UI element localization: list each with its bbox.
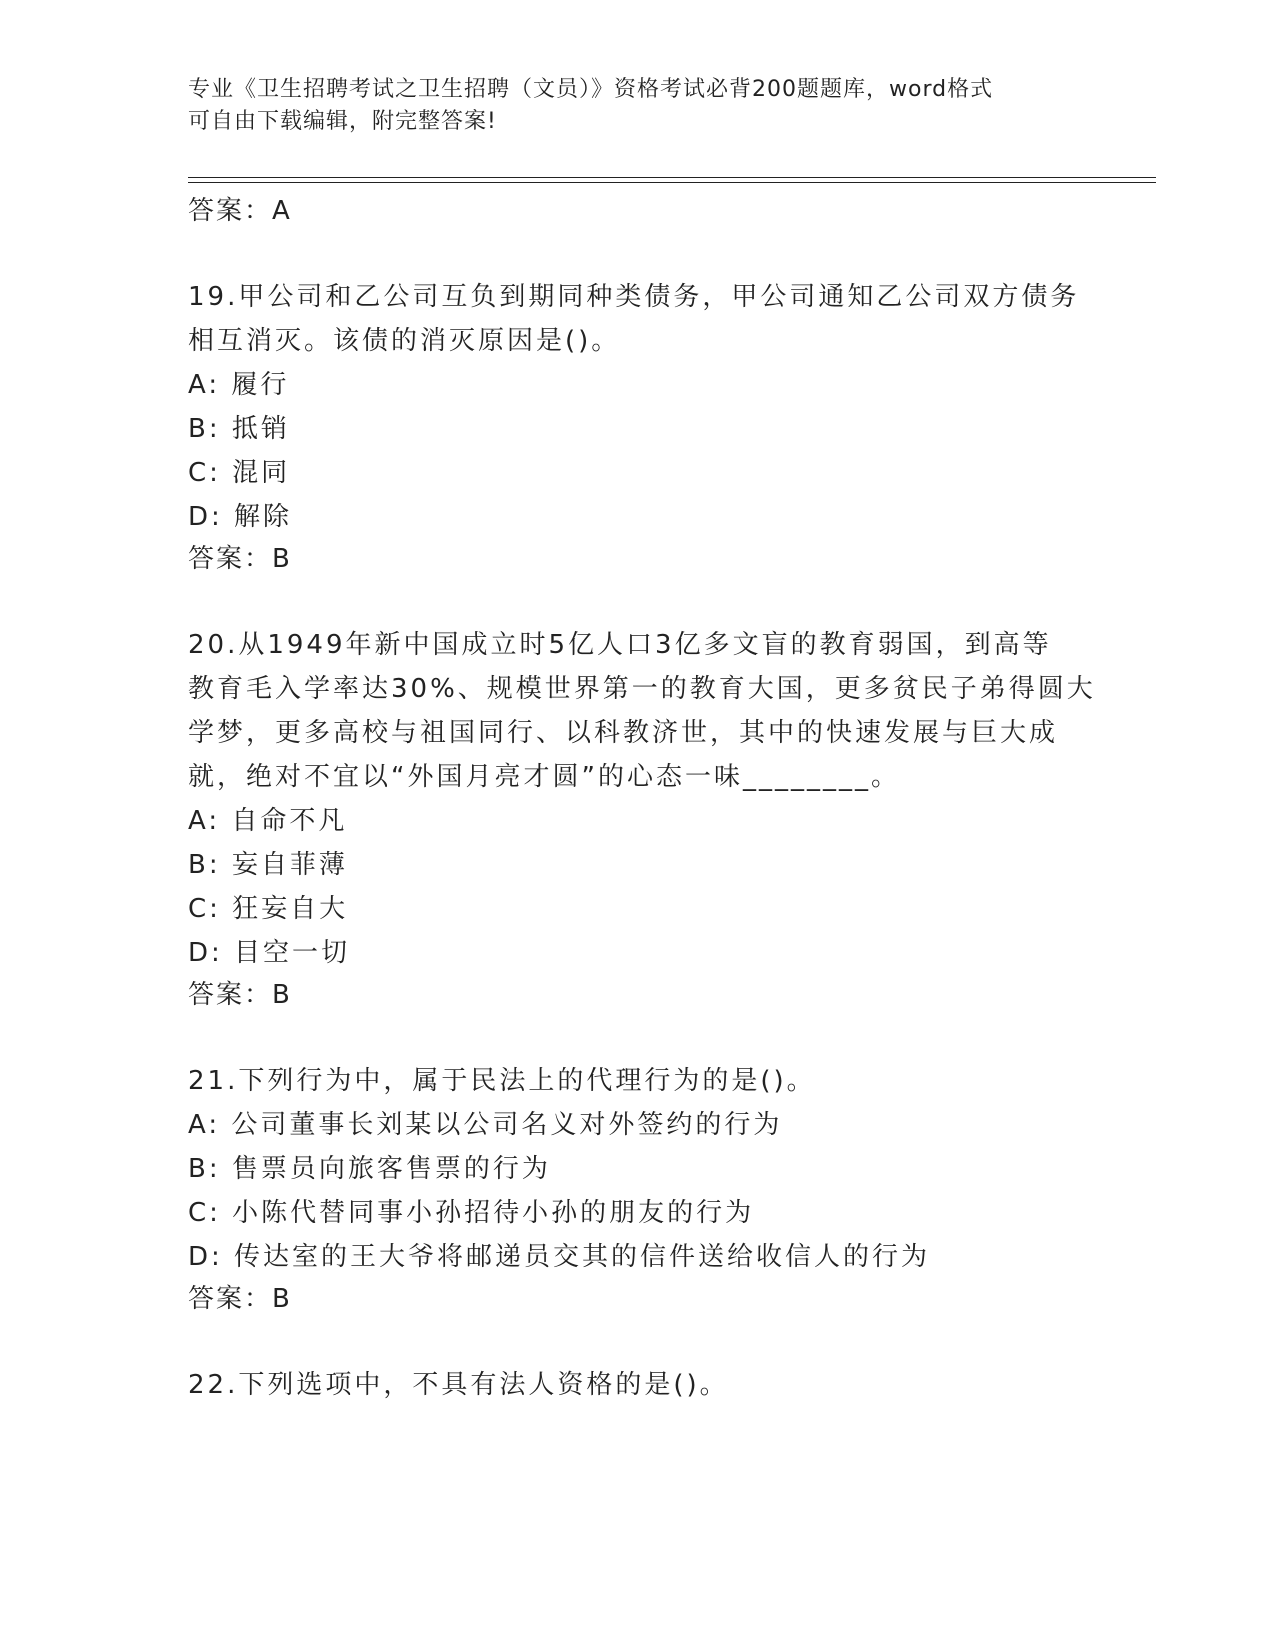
question-20-line-3: 学梦，更多高校与祖国同行、以科教济世，其中的快速发展与巨大成 bbox=[188, 718, 1059, 748]
question-20-option-d: D: 目空一切 bbox=[188, 938, 351, 968]
question-20-answer: 答案：B bbox=[188, 980, 292, 1010]
question-20-line-2: 教育毛入学率达30%、规模世界第一的教育大国，更多贫民子弟得圆大 bbox=[188, 674, 1096, 704]
answer-previous: 答案：A bbox=[188, 196, 292, 226]
document-header bbox=[188, 74, 1068, 138]
question-21-answer: 答案：B bbox=[188, 1284, 292, 1314]
question-20-line-1: 20.从1949年新中国成立时5亿人口3亿多文盲的教育弱国，到高等 bbox=[188, 630, 1052, 660]
question-20-line-4: 就，绝对不宜以“外国月亮才圆”的心态一味________。 bbox=[188, 762, 900, 792]
question-22-line-1: 22.下列选项中，不具有法人资格的是()。 bbox=[188, 1370, 729, 1400]
header-divider-top bbox=[188, 177, 1156, 178]
question-20-option-c: C: 狂妄自大 bbox=[188, 894, 349, 924]
question-19-line-2: 相互消灭。该债的消灭原因是()。 bbox=[188, 326, 621, 356]
question-21-option-c: C: 小陈代替同事小孙招待小孙的朋友的行为 bbox=[188, 1198, 755, 1228]
question-20-option-a: A: 自命不凡 bbox=[188, 806, 348, 836]
question-19-answer: 答案：B bbox=[188, 544, 292, 574]
question-21-option-d: D: 传达室的王大爷将邮递员交其的信件送给收信人的行为 bbox=[188, 1242, 931, 1272]
question-20-option-b: B: 妄自菲薄 bbox=[188, 850, 348, 880]
header-line-1: 专业《卫生招聘考试之卫生招聘（文员）》资格考试必背200题题库，word格式 bbox=[188, 77, 994, 102]
header-divider-bottom bbox=[188, 182, 1156, 183]
question-19-option-a: A: 履行 bbox=[188, 370, 290, 400]
question-19-option-b: B: 抵销 bbox=[188, 414, 290, 444]
question-19-option-c: C: 混同 bbox=[188, 458, 291, 488]
question-21-option-a: A: 公司董事长刘某以公司名义对外签约的行为 bbox=[188, 1110, 783, 1140]
question-19-option-d: D: 解除 bbox=[188, 502, 293, 532]
question-21-line-1: 21.下列行为中，属于民法上的代理行为的是()。 bbox=[188, 1066, 816, 1096]
question-19-line-1: 19.甲公司和乙公司互负到期同种类债务，甲公司通知乙公司双方债务 bbox=[188, 282, 1080, 312]
header-line-2: 可自由下载编辑，附完整答案! bbox=[188, 109, 497, 134]
question-21-option-b: B: 售票员向旅客售票的行为 bbox=[188, 1154, 551, 1184]
